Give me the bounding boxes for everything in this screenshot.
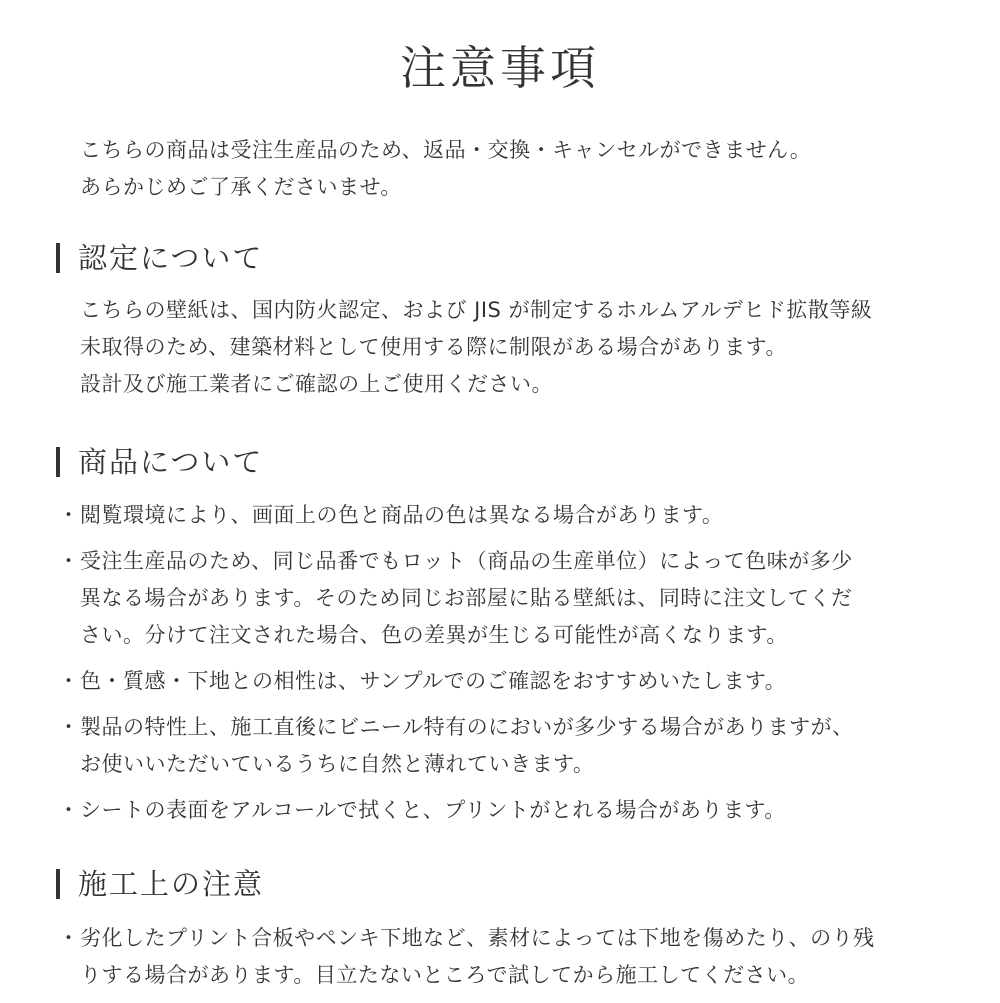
list-item xyxy=(56,543,966,654)
paragraph-line: 未取得のため、建築材料として使用する際に制限がある場合があります。 xyxy=(80,335,787,359)
list-item xyxy=(56,792,966,829)
list-item-line: 色・質感・下地との相性は、サンプルでのご確認をおすすめいたします。 xyxy=(80,669,787,693)
heading-bar xyxy=(56,447,60,477)
bullet-marker: ・ xyxy=(58,669,80,693)
list-item xyxy=(56,920,966,994)
intro-notice xyxy=(80,132,970,206)
list-item-line: 劣化したプリント合板やペンキ下地など、素材によっては下地を傷めたり、のり残 xyxy=(80,926,875,950)
heading-bar xyxy=(56,243,60,273)
section-heading-installation xyxy=(56,864,978,904)
bullet-marker: ・ xyxy=(58,715,80,739)
section-heading-text: 施工上の注意 xyxy=(78,867,265,901)
bullet-marker: ・ xyxy=(58,926,80,950)
bullet-marker: ・ xyxy=(58,549,80,573)
list-item-line: シートの表面をアルコールで拭くと、プリントがとれる場合があります。 xyxy=(80,798,786,822)
product-notes-list xyxy=(56,497,966,838)
installation-notes-list xyxy=(56,920,966,1003)
list-item-line: 製品の特性上、施工直後にビニール特有のにおいが多少する場合がありますが、 xyxy=(80,715,854,739)
heading-bar xyxy=(56,869,60,899)
list-item-line: さい。分けて注文された場合、色の差異が生じる可能性が高くなります。 xyxy=(80,623,788,647)
section-heading-text: 商品について xyxy=(78,445,264,479)
certification-paragraph xyxy=(80,292,970,403)
paragraph-line: こちらの壁紙は、国内防火認定、および JIS が制定するホルムアルデヒド拡散等級 xyxy=(80,298,873,322)
section-heading-certification xyxy=(56,238,978,278)
list-item xyxy=(56,497,966,534)
list-item-line: りする場合があります。目立たないところで試してから施工してください。 xyxy=(80,963,810,987)
list-item-line: 受注生産品のため、同じ品番でもロット（商品の生産単位）によって色味が多少 xyxy=(80,549,853,573)
list-item-line: 閲覧環境により、画面上の色と商品の色は異なる場合があります。 xyxy=(80,503,724,527)
list-item-line: 異なる場合があります。そのため同じお部屋に貼る壁紙は、同時に注文してくだ xyxy=(80,586,853,610)
intro-line: こちらの商品は受注生産品のため、返品・交換・キャンセルができません。 xyxy=(80,138,812,162)
bullet-marker: ・ xyxy=(58,798,80,822)
section-heading-text: 認定について xyxy=(78,241,264,275)
list-item-line: お使いいただいているうちに自然と薄れていきます。 xyxy=(80,752,595,776)
list-item xyxy=(56,709,966,783)
bullet-marker: ・ xyxy=(58,503,80,527)
page-title: 注意事項 xyxy=(400,41,600,95)
list-item xyxy=(56,663,966,700)
paragraph-line: 設計及び施工業者にご確認の上ご使用ください。 xyxy=(80,372,553,396)
intro-line: あらかじめご了承くださいませ。 xyxy=(80,175,402,199)
section-heading-product xyxy=(56,442,978,482)
